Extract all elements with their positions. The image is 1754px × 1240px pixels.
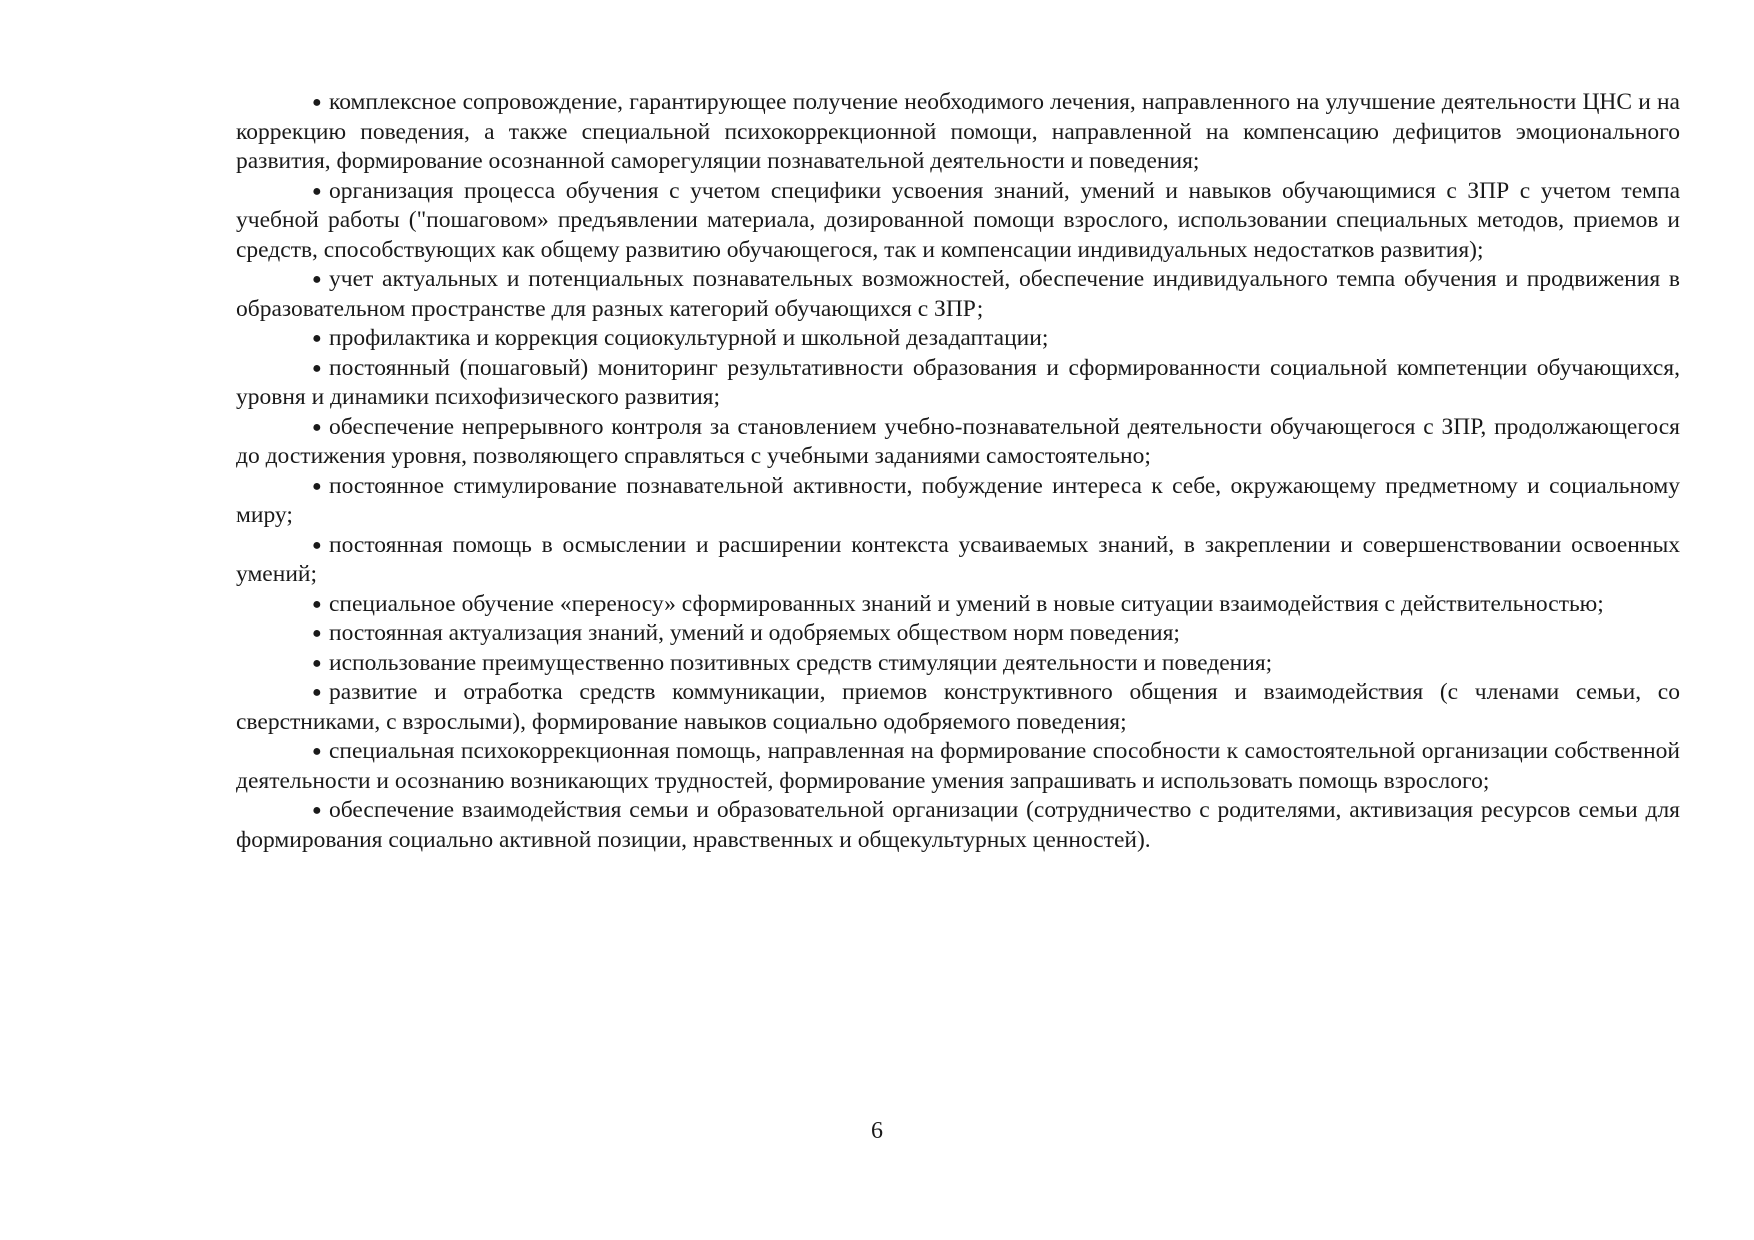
- bullet-icon: ●: [312, 94, 322, 111]
- list-item: [236, 531, 1680, 590]
- list-item: [236, 324, 1680, 354]
- list-item-text: специальная психокоррекционная помощь, направленная на формирование способности к самостоятельной организации собственной деятельности и осознанию возникающих трудностей, формирование умения запрашивать и использовать помощь взрослого;: [236, 738, 1680, 794]
- list-item-text: постоянное стимулирование познавательной активности, побуждение интереса к себе, окружающему предметному и социальному миру;: [236, 472, 1680, 528]
- list-item-text: обеспечение непрерывного контроля за становлением учебно-познавательной деятельности обучающегося с ЗПР, продолжающегося до достижения уровня, позволяющего справляться с учебными заданиями самостоятельно;: [236, 413, 1680, 469]
- bullet-icon: ●: [312, 536, 322, 554]
- list-item-text: организация процесса обучения с учетом специфики усвоения знаний, умений и навыков обучающимися с ЗПР с учетом темпа учебной работы ("пошаговом» предъявлении материала, дозированной помощи взрослого, использовании специальных методов, приемов и средств, способствующих как общему развитию обучающегося, так и компенсации индивидуальных недостатков развития);: [236, 177, 1680, 263]
- list-item: [236, 678, 1680, 737]
- bullet-list: [236, 88, 1680, 855]
- list-item: [236, 177, 1680, 266]
- bullet-icon: ●: [312, 654, 322, 672]
- list-item-text: постоянная актуализация знаний, умений и одобряемых обществом норм поведения;: [329, 620, 1180, 646]
- bullet-icon: ●: [312, 477, 322, 495]
- list-item: [236, 649, 1680, 679]
- bullet-icon: ●: [312, 418, 322, 436]
- bullet-icon: ●: [312, 595, 322, 613]
- list-item: [236, 354, 1680, 413]
- bullet-icon: ●: [312, 182, 322, 200]
- list-item-text: обеспечение взаимодействия семьи и образовательной организации (сотрудничество с родителями, активизация ресурсов семьи для формирования социально активной позиции, нравственных и общекультурных ценностей).: [236, 797, 1680, 853]
- bullet-icon: ●: [312, 359, 322, 377]
- list-item: [236, 619, 1680, 649]
- bullet-icon: ●: [312, 625, 322, 642]
- list-item: [236, 796, 1680, 855]
- list-item: [236, 413, 1680, 472]
- bullet-icon: ●: [312, 802, 322, 819]
- list-item: [236, 472, 1680, 531]
- list-item-text: профилактика и коррекция социокультурной и школьной дезадаптации;: [329, 325, 1049, 351]
- bullet-icon: ●: [312, 743, 322, 760]
- list-item-text: учет актуальных и потенциальных познавательных возможностей, обеспечение индивидуального темпа обучения и продвижения в образовательном пространстве для разных категорий обучающихся с ЗПР;: [236, 266, 1680, 322]
- bullet-icon: ●: [312, 271, 322, 288]
- list-item-text: комплексное сопровождение, гарантирующее получение необходимого лечения, направленного на улучшение деятельности ЦНС и на коррекцию поведения, а также специальной психокоррекционной помощи, направленной на компенсацию дефицитов эмоционального развития, формирование осознанной саморегуляции познавательной деятельности и поведения;: [236, 89, 1680, 174]
- list-item-text: использование преимущественно позитивных средств стимуляции деятельности и поведения;: [329, 649, 1273, 676]
- list-item: [236, 88, 1680, 177]
- list-item-text: постоянная помощь в осмыслении и расширении контекста усваиваемых знаний, в закреплении и совершенствовании освоенных умений;: [236, 531, 1680, 587]
- list-item: [236, 737, 1680, 796]
- list-item-text: развитие и отработка средств коммуникации, приемов конструктивного общения и взаимодействия (с членами семьи, со сверстниками, с взрослыми), формирование навыков социально одобряемого поведения;: [236, 679, 1680, 735]
- list-item-text: постоянный (пошаговый) мониторинг результативности образования и сформированности социальной компетенции обучающихся, уровня и динамики психофизического развития;: [236, 354, 1680, 410]
- bullet-icon: ●: [312, 330, 322, 347]
- list-item-text: специальное обучение «переносу» сформированных знаний и умений в новые ситуации взаимодействия с действительностью;: [329, 590, 1604, 617]
- list-item: [236, 265, 1680, 324]
- list-item: [236, 590, 1680, 620]
- page-number: 6: [871, 1118, 883, 1144]
- bullet-icon: ●: [312, 684, 322, 701]
